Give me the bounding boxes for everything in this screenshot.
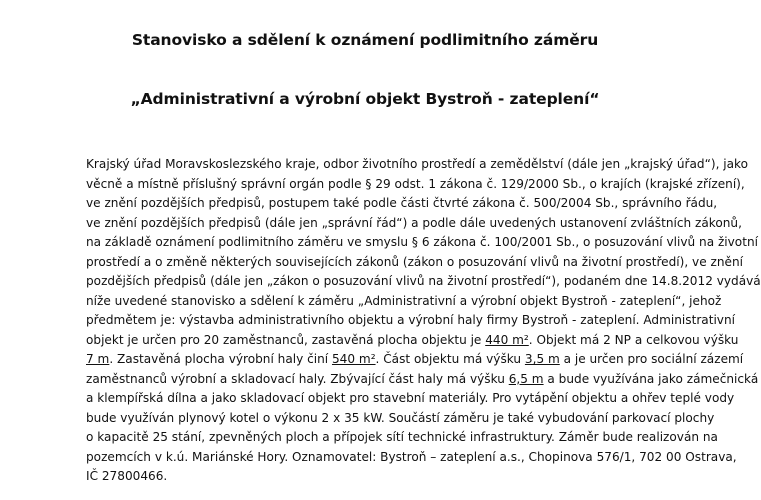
paragraph-line: ve znění pozdějších předpisů (dále jen „správní řád“) a podle dále uvedených ustanovení zvláštních zákonů, xyxy=(86,215,742,230)
underlined-value: 6,5 m xyxy=(508,371,544,386)
paragraph-line: o kapacitě 25 stání, zpevněných ploch a přípojek sítí technické infrastruktury. Záměr bude realizován na xyxy=(86,430,718,444)
paragraph-line: a klempířská dílna a jako skladovací objekt pro stavební materiály. Pro vytápění objektu a ohřev teplé vody xyxy=(86,391,735,405)
paragraph-line: objekt je určen pro 20 zaměstnanců, zastavěná plocha objektu je 440 m². Objekt má 2 NP a celkovou výšku xyxy=(86,332,739,347)
underlined-value: 7 m xyxy=(86,352,110,366)
paragraph-line: zaměstnanců výrobní a skladovací haly. Zbývající část haly má výšku 6,5 m a bude využívána jako zámečnická xyxy=(86,371,759,386)
underlined-value: 3,5 m xyxy=(524,352,560,366)
paragraph-line: na základě oznámení podlimitního záměru ve smyslu § 6 zákona č. 100/2001 Sb., o posuzování vlivů na životní xyxy=(86,235,758,249)
paragraph-line: IČ 27800466. xyxy=(86,469,168,483)
document-subtitle: „Administrativní a výrobní objekt Bystroň - zateplení“ xyxy=(130,90,600,108)
paragraph-line: pozemcích v k.ú. Mariánské Hory. Oznamovatel: Bystroň – zateplení a.s., Chopinova 576/1, 702 00 Ostrava, xyxy=(86,449,737,464)
underlined-value: 440 m² xyxy=(485,332,529,347)
paragraph-line: předmětem je: výstavba administrativního objektu a výrobní haly firmy Bystroň - zateplení. Administrativní xyxy=(86,313,735,327)
paragraph-line: věcně a místně příslušný správní orgán podle § 29 odst. 1 zákona č. 129/2000 Sb., o krajích (krajské zřízení), xyxy=(86,176,745,191)
paragraph-line: Krajský úřad Moravskoslezského kraje, odbor životního prostředí a zemědělství (dále jen „krajský úřad“), jako xyxy=(86,157,749,171)
document-title: Stanovisko a sdělení k oznámení podlimitního záměru xyxy=(131,31,599,49)
paragraph-line: bude využíván plynový kotel o výkonu 2 x 35 kW. Součástí záměru je také vybudování parkovací plochy xyxy=(86,410,715,425)
document-body-paragraph xyxy=(86,155,761,487)
paragraph-line: 7 m. Zastavěná plocha výrobní haly činí 540 m². Část objektu má výšku 3,5 m a je určen pro sociální zázemí xyxy=(86,352,744,366)
paragraph-line: prostředí a o změně některých souvisejících zákonů (zákon o posuzování vlivů na životní prostředí), ve znění xyxy=(86,254,743,269)
underlined-value: 540 m² xyxy=(331,352,376,366)
paragraph-line: níže uvedené stanovisko a sdělení k záměru „Administrativní a výrobní objekt Bystroň - zateplení“, jehož xyxy=(86,293,722,308)
paragraph-line: ve znění pozdějších předpisů, postupem také podle části čtvrté zákona č. 500/2004 Sb., správního řádu, xyxy=(86,196,718,210)
paragraph-line: pozdějších předpisů (dále jen „zákon o posuzování vlivů na životní prostředí“), podaném dne 14.8.2012 vydává xyxy=(86,274,761,288)
